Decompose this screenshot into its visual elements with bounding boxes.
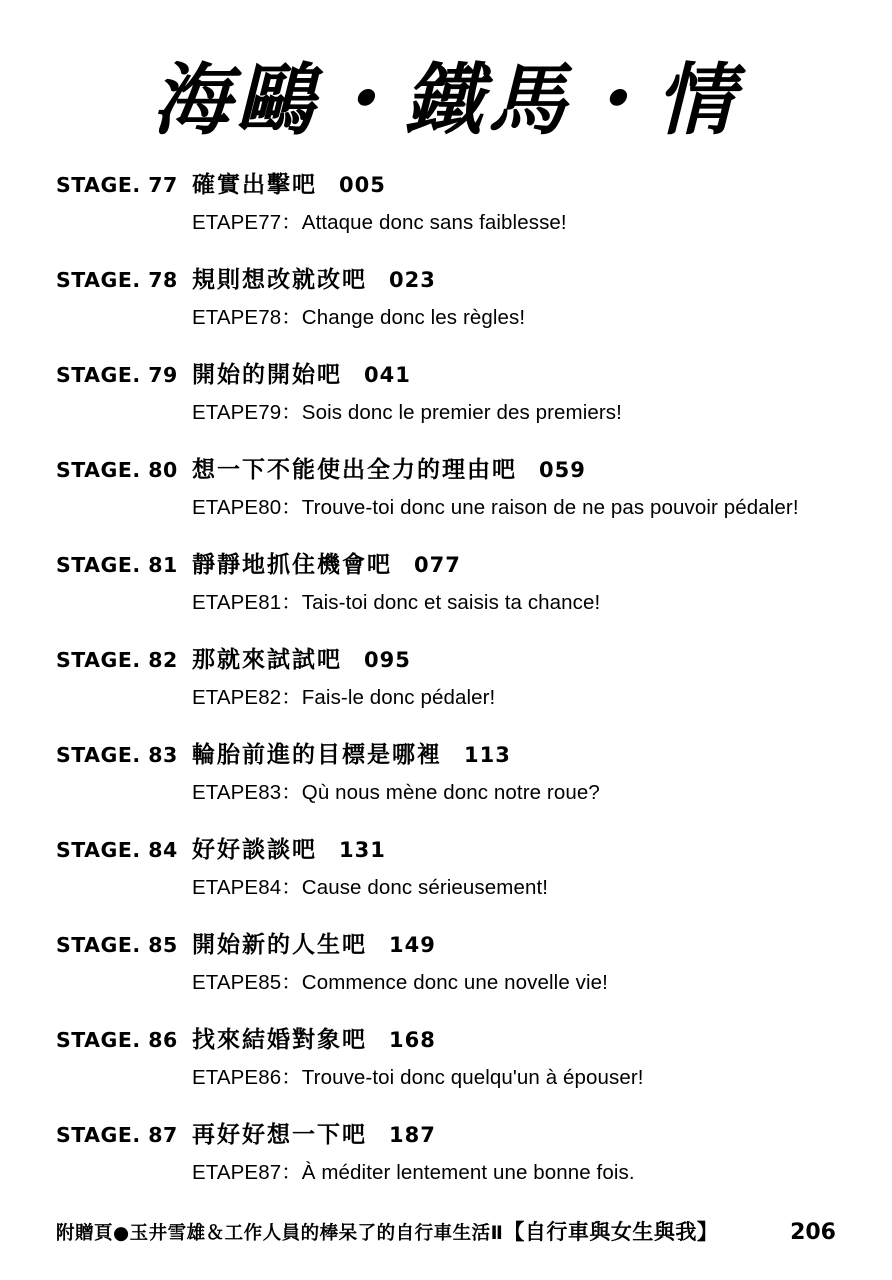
- toc-entry-main: [56, 1021, 836, 1054]
- toc-entry[interactable]: [56, 261, 836, 330]
- toc-page-number: 077: [414, 552, 461, 577]
- toc-chapter-title: 找來結婚對象吧: [192, 1026, 367, 1053]
- toc-page-number: 023: [389, 267, 436, 292]
- toc-chapter-title: 靜靜地抓住機會吧: [192, 551, 392, 578]
- toc-entry[interactable]: [56, 356, 836, 425]
- toc-entry[interactable]: [56, 166, 836, 235]
- toc-entry-subtitle: ETAPE82：Fais-le donc pédaler!: [192, 685, 496, 709]
- toc-entry[interactable]: [56, 451, 836, 520]
- toc-entry[interactable]: [56, 641, 836, 710]
- toc-page-number: 168: [389, 1027, 436, 1052]
- toc-chapter-title: 確實出擊吧: [192, 171, 317, 198]
- toc-stage-label: STAGE. 85: [56, 932, 178, 957]
- toc-stage-label: STAGE. 84: [56, 837, 178, 862]
- toc-entry-subtitle: ETAPE78：Change donc les règles!: [192, 305, 526, 329]
- table-of-contents: [0, 160, 892, 1185]
- toc-entry[interactable]: [56, 926, 836, 995]
- toc-entry-main: [56, 451, 836, 484]
- footer-page-number: 206: [790, 1220, 836, 1245]
- toc-entry-main: [56, 926, 836, 959]
- toc-chapter-title: 再好好想一下吧: [192, 1121, 367, 1148]
- toc-page-number: 149: [389, 932, 436, 957]
- toc-chapter-title: 開始的開始吧: [192, 361, 342, 388]
- toc-chapter-title: 規則想改就改吧: [192, 266, 367, 293]
- toc-entry-subtitle: ETAPE84：Cause donc sérieusement!: [192, 875, 549, 899]
- toc-page-number: 095: [364, 647, 411, 672]
- toc-entry-subtitle: ETAPE79：Sois donc le premier des premiers!: [192, 400, 622, 424]
- toc-entry-main: [56, 1116, 836, 1149]
- toc-chapter-title: 輪胎前進的目標是哪裡: [192, 741, 442, 768]
- toc-entry-main: [56, 261, 836, 294]
- footer-note-lead: 附贈頁●玉井雪雄＆工作人員的棒呆了的自行車生活Ⅱ: [56, 1223, 504, 1244]
- toc-entry[interactable]: [56, 1021, 836, 1090]
- toc-stage-label: STAGE. 77: [56, 172, 178, 197]
- toc-entry[interactable]: [56, 831, 836, 900]
- toc-chapter-title: 想一下不能使出全力的理由吧: [192, 456, 517, 483]
- toc-entry-main: [56, 546, 836, 579]
- toc-entry-subtitle: ETAPE87：À méditer lentement une bonne fois.: [192, 1160, 635, 1184]
- toc-page-number: 005: [339, 172, 386, 197]
- toc-entry-subtitle: ETAPE85：Commence donc une novelle vie!: [192, 970, 608, 994]
- toc-entry-main: [56, 736, 836, 769]
- toc-chapter-title: 開始新的人生吧: [192, 931, 367, 958]
- toc-stage-label: STAGE. 82: [56, 647, 178, 672]
- toc-stage-label: STAGE. 80: [56, 457, 178, 482]
- page-title: 海鷗・鐵馬・情: [151, 55, 740, 146]
- toc-page-number: 113: [464, 742, 511, 767]
- toc-stage-label: STAGE. 83: [56, 742, 178, 767]
- toc-entry-main: [56, 356, 836, 389]
- page-footer: [0, 1216, 892, 1246]
- toc-entry[interactable]: [56, 1116, 836, 1185]
- toc-stage-label: STAGE. 81: [56, 552, 178, 577]
- toc-entry-subtitle: ETAPE80：Trouve-toi donc une raison de ne pas pouvoir pédaler!: [192, 495, 799, 519]
- toc-chapter-title: 好好談談吧: [192, 836, 317, 863]
- toc-stage-label: STAGE. 86: [56, 1027, 178, 1052]
- toc-entry-subtitle: ETAPE77：Attaque donc sans faiblesse!: [192, 210, 567, 234]
- toc-stage-label: STAGE. 78: [56, 267, 178, 292]
- toc-page-number: 131: [339, 837, 386, 862]
- toc-page-number: 187: [389, 1122, 436, 1147]
- toc-entry[interactable]: [56, 736, 836, 805]
- toc-entry-main: [56, 166, 836, 199]
- footer-note-emphasis: 【自行車與女生與我】: [503, 1220, 719, 1244]
- toc-entry-subtitle: ETAPE81：Tais-toi donc et saisis ta chance!: [192, 590, 601, 614]
- toc-entry-main: [56, 641, 836, 674]
- toc-stage-label: STAGE. 87: [56, 1122, 178, 1147]
- toc-page-number: 041: [364, 362, 411, 387]
- toc-chapter-title: 那就來試試吧: [192, 646, 342, 673]
- toc-entry-subtitle: ETAPE86：Trouve-toi donc quelqu'un à épouser!: [192, 1065, 644, 1089]
- toc-entry-main: [56, 831, 836, 864]
- toc-entry-subtitle: ETAPE83：Qù nous mène donc notre roue?: [192, 780, 600, 804]
- toc-stage-label: STAGE. 79: [56, 362, 178, 387]
- toc-page-number: 059: [539, 457, 586, 482]
- toc-entry[interactable]: [56, 546, 836, 615]
- footer-note: [56, 1216, 718, 1246]
